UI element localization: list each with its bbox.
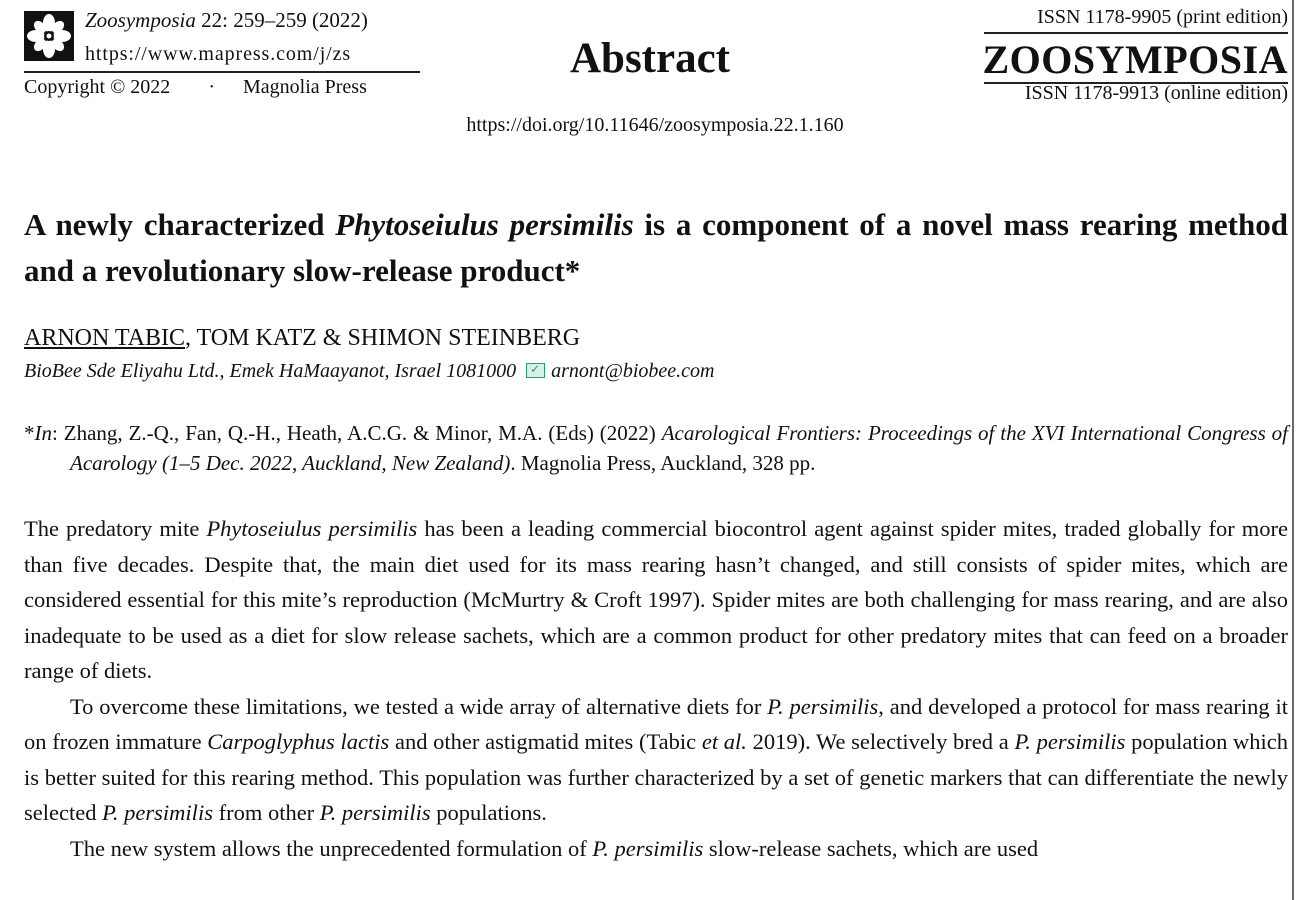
citation-publisher: . Magnolia Press, Auckland, 328 pp.	[510, 451, 816, 475]
journal-brand: ZOOSYMPOSIA	[982, 37, 1288, 82]
presenting-author: ARNON TABIC	[24, 325, 185, 351]
p3-text-c: slow-release sachets, which are used	[703, 835, 1039, 861]
title-species: Phytoseiulus persimilis	[335, 207, 634, 242]
p2-text-a: To overcome these limitations, we tested a wide array of alternative diets for	[70, 693, 768, 719]
doi-link[interactable]: https://doi.org/10.11646/zoosymposia.22.1.160	[466, 114, 844, 136]
publisher-name: Magnolia Press	[242, 76, 367, 98]
abstract-paragraph-3	[24, 831, 1288, 867]
citation-proceedings: Acarological Frontiers: Proceedings of the XVI International Congress of Acarology (1–5 Dec. 2022, Auckland, New Zealand)	[70, 421, 1288, 475]
abstract-paragraph-1	[24, 511, 1288, 689]
article-title	[24, 202, 1288, 294]
section-title: Abstract	[569, 35, 730, 82]
p1-species: Phytoseiulus persimilis	[206, 516, 418, 541]
issn-online: ISSN 1178-9913 (online edition)	[1024, 82, 1288, 104]
proceedings-citation	[24, 418, 1288, 478]
p2-text-i: population which is better suited for this rearing method. This population was further characterized by a set of genetic markers that can differentiate the newly selected	[24, 729, 1289, 825]
p2-text-k: from other	[212, 800, 320, 825]
p2-species-3: P. persimilis	[1014, 729, 1126, 754]
journal-url[interactable]: https://www.mapress.com/j/zs	[85, 43, 352, 65]
journal-volume: 22: 259–259 (2022)	[201, 8, 368, 32]
issn-rule-top	[984, 32, 1288, 34]
p3-text-a: The new system allows the unprecedented formulation of	[70, 835, 593, 861]
p2-text-g: 2019). We selectively bred a	[746, 729, 1015, 754]
mail-icon: ✓	[526, 363, 545, 378]
journal-citation	[85, 8, 368, 33]
p2-text-e: and other astigmatid mites (Tabic	[389, 729, 702, 754]
p2-species-2: Carpoglyphus lactis	[207, 729, 390, 754]
p2-species-1: P. persimilis	[767, 693, 879, 719]
issn-print: ISSN 1178-9905 (print edition)	[1037, 6, 1288, 28]
affiliation	[24, 360, 715, 383]
title-part-2: is a component of a novel mass rearing method and a revolutionary slow-release product*	[24, 207, 1288, 288]
p1-text-c: has been a leading commercial biocontrol agent against spider mites, traded globally for more than five decades. Despite that, the main diet used for its mass rearing hasn’t changed, and still consists of spider mites, which are considered essential for this mite’s reproduction (McMurtry & Croft 1997). Spider mites are both challenging for mass rearing, and are also inadequate to be used as a diet for slow release sachets, which are a common product for other predatory mites that can feed on a broader range of diets.	[24, 516, 1288, 683]
abstract-body	[24, 511, 1288, 866]
citation-in-label: In	[34, 421, 52, 445]
affiliation-text: BioBee Sde Eliyahu Ltd., Emek HaMaayanot, Israel 1081000	[24, 360, 517, 382]
journal-name: Zoosymposia	[85, 8, 196, 32]
copyright-text: Copyright © 2022	[24, 76, 171, 98]
p2-etal: et al.	[701, 729, 747, 754]
co-authors: , TOM KATZ & SHIMON STEINBERG	[184, 325, 581, 351]
author-email[interactable]: arnont@biobee.com	[551, 360, 715, 382]
author-list	[24, 325, 580, 352]
p2-text-m: populations.	[430, 800, 547, 825]
p3-species: P. persimilis	[592, 835, 704, 861]
p2-species-5: P. persimilis	[319, 800, 431, 825]
p2-text-c: , and developed a protocol for mass rearing it on frozen immature	[24, 693, 1288, 754]
p1-text-a: The predatory mite	[24, 516, 207, 541]
citation-editors: : Zhang, Z.-Q., Fan, Q.-H., Heath, A.C.G. & Minor, M.A. (Eds) (2022)	[52, 421, 662, 445]
abstract-paragraph-2	[24, 689, 1288, 831]
separator-dot: ·	[208, 76, 215, 98]
p2-species-4: P. persimilis	[102, 800, 213, 825]
title-part-1: A newly characterized	[24, 207, 336, 242]
citation-marker: *	[24, 421, 35, 445]
